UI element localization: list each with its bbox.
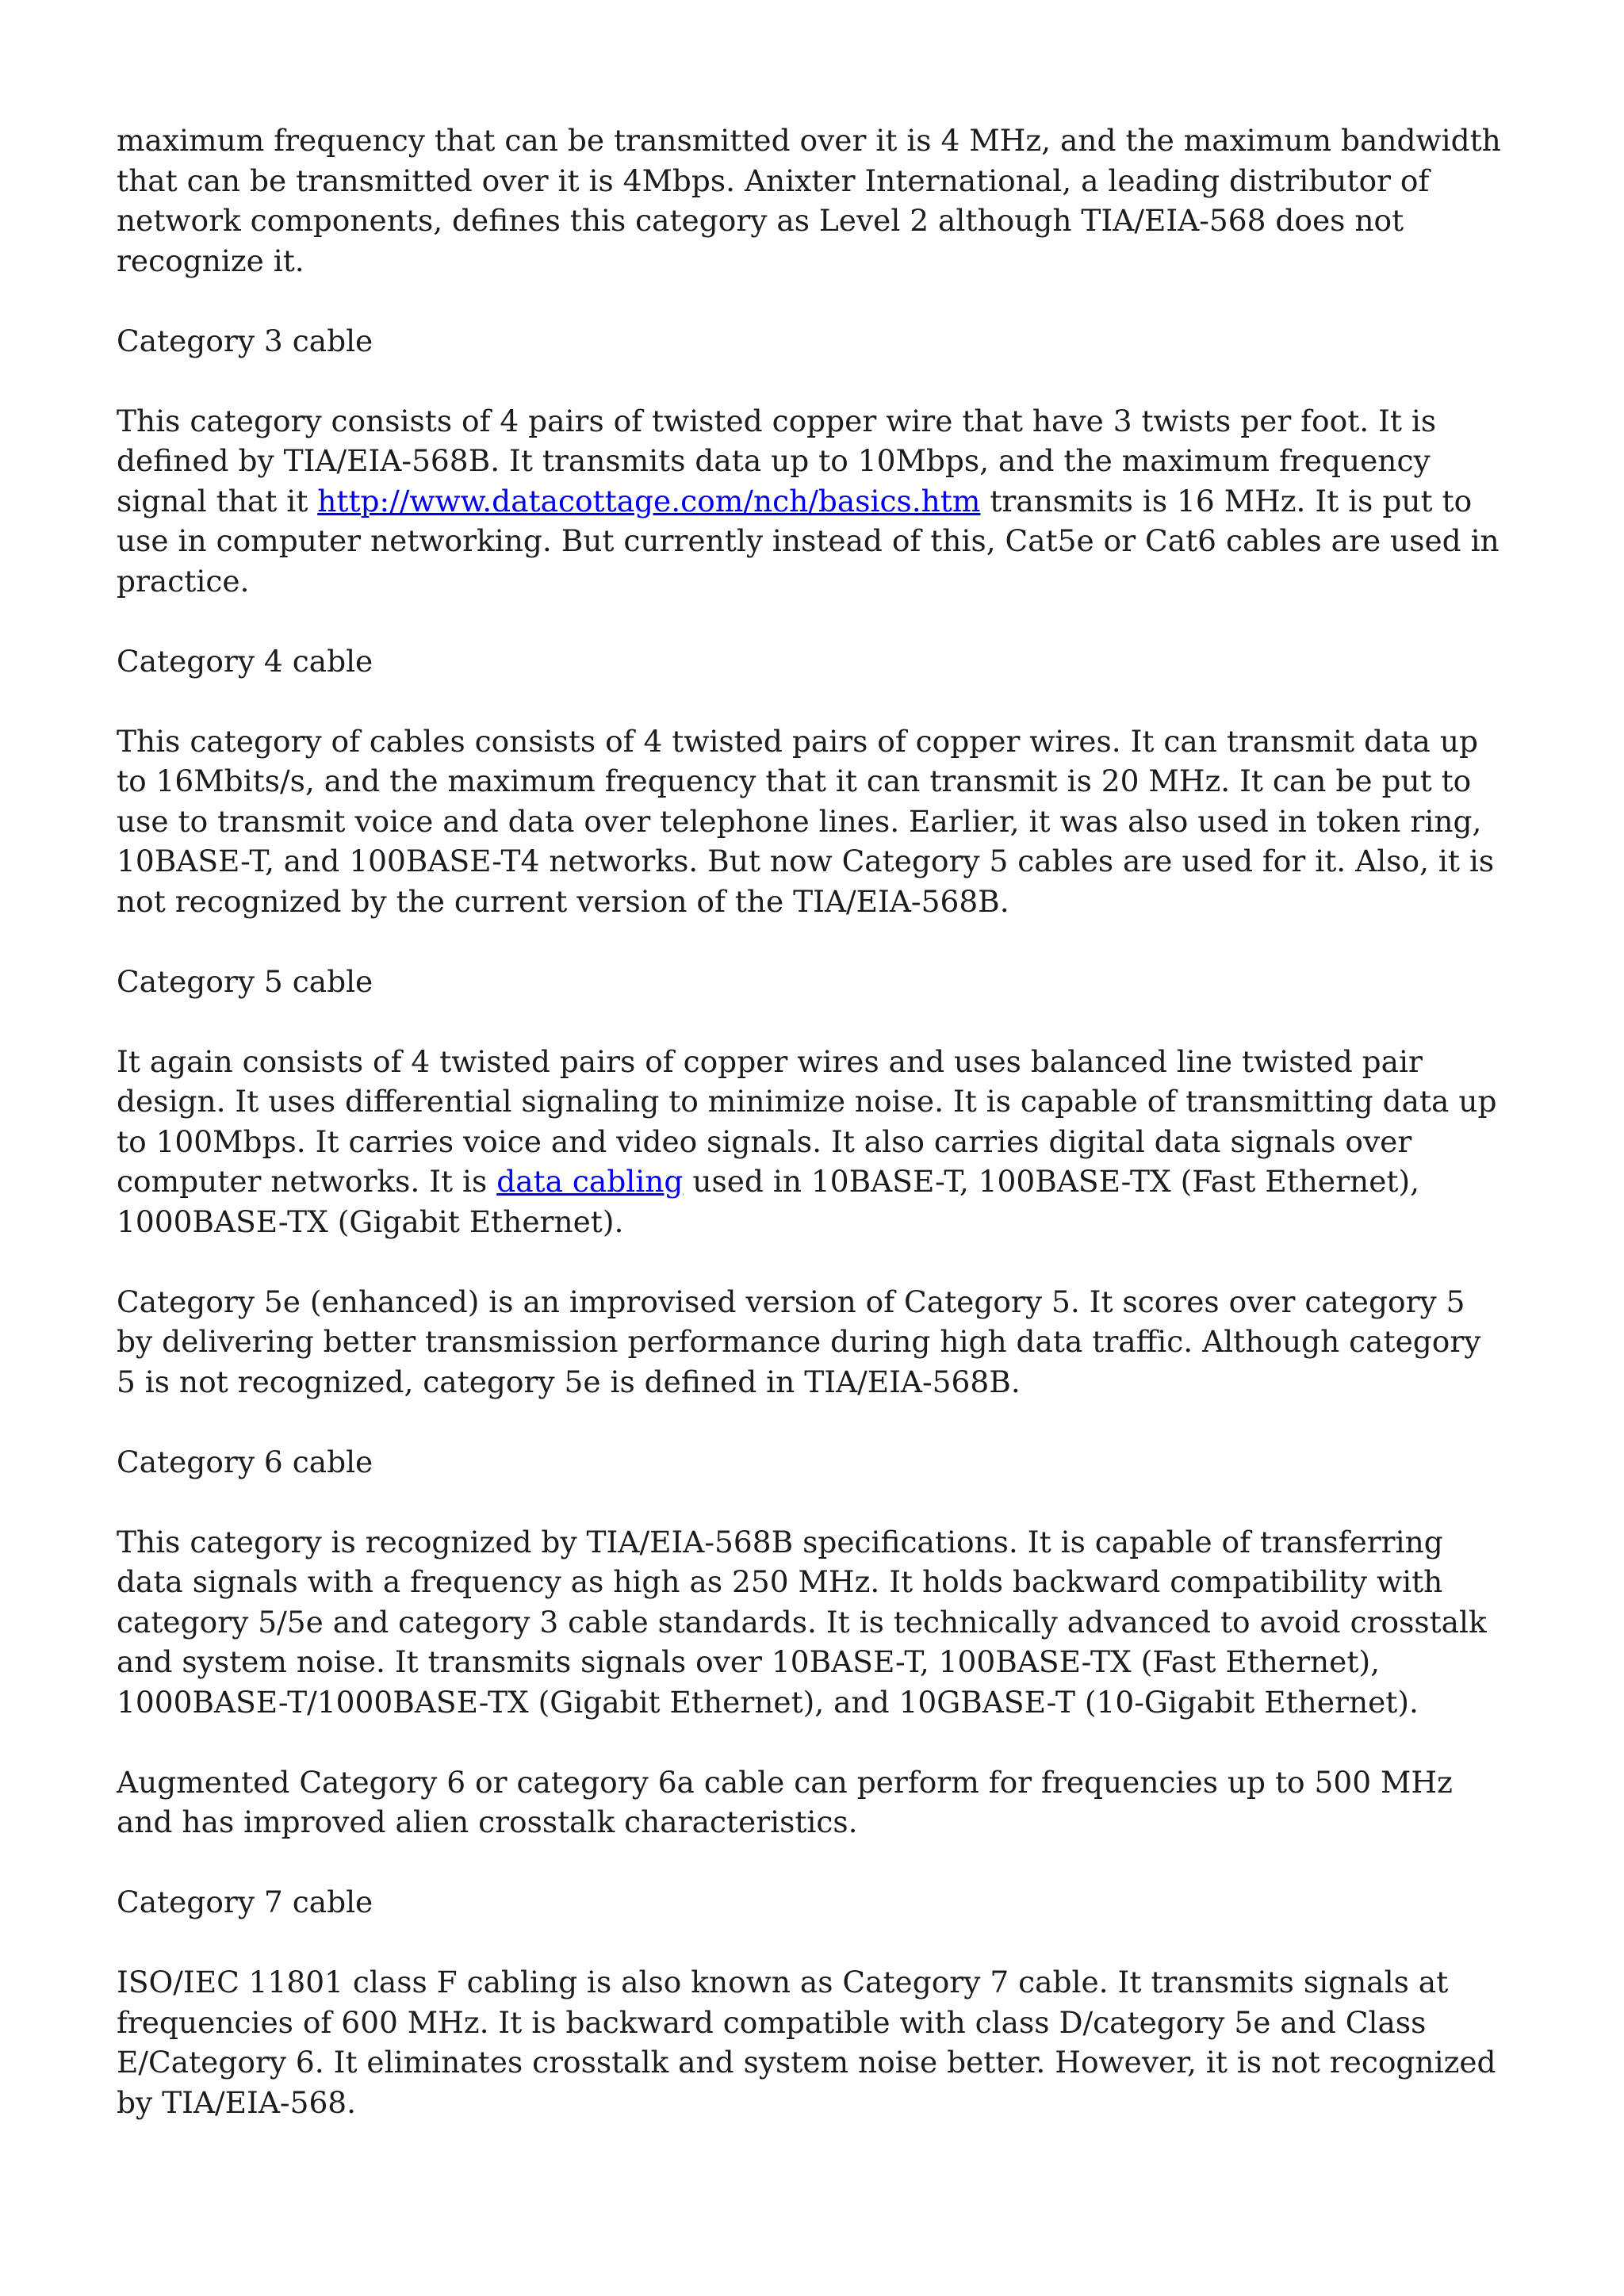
section-heading-text: Category 4 cable <box>117 643 373 679</box>
category-5-paragraph <box>117 1042 1504 1242</box>
category-5e-paragraph <box>117 1282 1504 1402</box>
document-body <box>117 121 1504 2163</box>
intro-paragraph <box>117 121 1504 281</box>
category-4-paragraph <box>117 721 1504 922</box>
section-heading-text: Category 5 cable <box>117 963 373 999</box>
paragraph-text: It again consists of 4 twisted pairs of copper wires and uses balanced line twisted pair design. It uses differential signaling to minimize noise. It is capable of transmitting data up to 100Mbps. It carries voice and video signals. It also carries digital data signals over computer networks. It is <box>117 1043 1497 1199</box>
category-5-heading <box>117 962 1504 1002</box>
paragraph-text: This category of cables consists of 4 twisted pairs of copper wires. It can transmit data up to 16Mbits/s, and the maximum frequency that it can transmit is 20 MHz. It can be put to use to transmit voice and data over telephone lines. Earlier, it was also used in token ring, 10BASE-T, and 100BASE-T4 networks. But now Category 5 cables are used for it. Also, it is not recognized by the current version of the TIA/EIA-568B. <box>117 723 1495 919</box>
paragraph-text: This category is recognized by TIA/EIA-568B specifications. It is capable of transferring data signals with a frequency as high as 250 MHz. It holds backward compatibility with category 5/5e and category 3 cable standards. It is technically advanced to avoid crosstalk and system noise. It transmits signals over 10BASE-T, 100BASE-TX (Fast Ethernet), 1000BASE-T/1000BASE-TX (Gigabit Ethernet), and 10GBASE-T (10-Gigabit Ethernet). <box>117 1524 1487 1720</box>
category-7-heading <box>117 1882 1504 1923</box>
section-heading-text: Category 6 cable <box>117 1444 373 1479</box>
paragraph-text: Augmented Category 6 or category 6a cable can perform for frequencies up to 500 MHz and has improved alien crosstalk characteristics. <box>117 1764 1453 1839</box>
category-6-paragraph <box>117 1522 1504 1723</box>
paragraph-text: ISO/IEC 11801 class F cabling is also known as Category 7 cable. It transmits signals at frequencies of 600 MHz. It is backward compatible with class D/category 5e and Class E/Category 6. It eliminates crosstalk and system noise better. However, it is not recognized by TIA/EIA-568. <box>117 1965 1496 2120</box>
paragraph-text: This category consists of 4 pairs of twisted copper wire that have 3 twists per foot. It is defined by TIA/EIA-568B. It transmits data up to 10Mbps, and the maximum frequency signal that it <box>117 403 1437 519</box>
datacottage-link[interactable]: http://www.datacottage.com/nch/basics.htm <box>317 483 981 519</box>
category-3-paragraph <box>117 401 1504 602</box>
data-cabling-link[interactable]: data cabling <box>496 1164 684 1199</box>
section-heading-text: Category 3 cable <box>117 323 373 358</box>
paragraph-text: Category 5e (enhanced) is an improvised version of Category 5. It scores over category 5 by delivering better transmission performance during high data traffic. Although category 5 is not recognized, category 5e is defined in TIA/EIA-568B. <box>117 1284 1481 1399</box>
category-6a-paragraph <box>117 1762 1504 1843</box>
paragraph-text: maximum frequency that can be transmitted over it is 4 MHz, and the maximum bandwidth that can be transmitted over it is 4Mbps. Anixter International, a leading distributor of network components, defines this category as Level 2 although TIA/EIA-568 does not recognize it. <box>117 123 1501 278</box>
section-heading-text: Category 7 cable <box>117 1885 373 1919</box>
category-4-heading <box>117 641 1504 682</box>
category-3-heading <box>117 321 1504 362</box>
paragraph-text: used in 10BASE-T, 100BASE-TX (Fast Ethernet), 1000BASE-TX (Gigabit Ethernet). <box>117 1164 1420 1239</box>
category-7-paragraph <box>117 1962 1504 2122</box>
category-6-heading <box>117 1442 1504 1483</box>
paragraph-text: transmits is 16 MHz. It is put to use in computer networking. But currently instead of this, Cat5e or Cat6 cables are used in practice. <box>117 483 1500 599</box>
